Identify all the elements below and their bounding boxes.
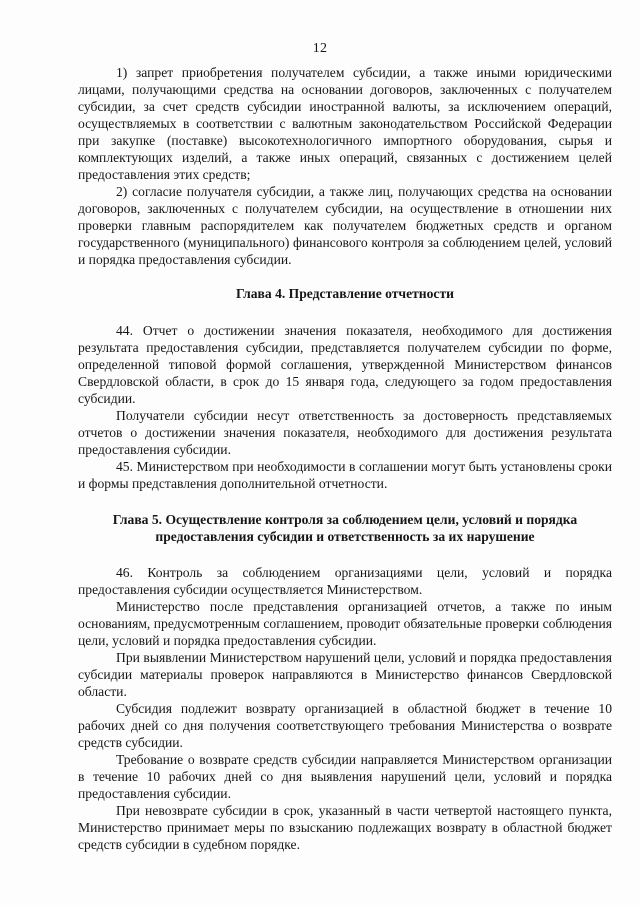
paragraph-recipient-responsibility: Получатели субсидии несут ответственность за достоверность представляемых отчетов о достижении значения показателя, необходимого для достижения результата предоставления субсидии.	[78, 408, 612, 457]
paragraph-46: 46. Контроль за соблюдением организациями цели, условий и порядка предоставления субсидии осуществляется Министерством.	[78, 565, 612, 597]
document-body	[78, 64, 612, 853]
paragraph-violations-found: При выявлении Министерством нарушений цели, условий и порядка предоставления субсидии материалы проверок направляются в Министерство финансов Свердловской области.	[78, 650, 612, 699]
chapter-5-heading: Глава 5. Осуществление контроля за соблюдением цели, условий и порядка предоставления субсидии и ответственность за их нарушение	[112, 512, 578, 544]
paragraph-ministry-checks: Министерство после представления организацией отчетов, а также по иным основаниям, предусмотренным соглашением, проводит обязательные проверки соблюдения цели, условий и порядка предоставления субсидии.	[78, 599, 612, 648]
paragraph-return-requirement: Требование о возврате средств субсидии направляется Министерством организации в течение 10 рабочих дней со дня выявления нарушений цели, условий и порядка предоставления субсидии.	[78, 752, 612, 801]
paragraph-ban-currency: 1) запрет приобретения получателем субсидии, а также иными юридическими лицами, получающими средства на основании договоров, заключенных с получателем субсидии, за счет средств субсидии иностранной валюты, за исключением операций, осуществляемых в соответствии с валютным законодательством Российской Федерации при закупке (поставке) высокотехнологичного импортного оборудования, сырья и комплектующих изделий, а также иных операций, связанных с достижением целей предоставления этих средств;	[78, 65, 612, 182]
chapter-4-heading: Глава 4. Представление отчетности	[236, 286, 454, 301]
page-number: 12	[312, 41, 328, 56]
paragraph-consent-inspection: 2) согласие получателя субсидии, а также лиц, получающих средства на основании договоров, заключенных с получателем субсидии, на осуществление в отношении них проверки главным распорядителем как получателем бюджетных средств и органом государственного (муниципального) финансового контроля за соблюдением целей, условий и порядка предоставления субсидии.	[78, 184, 612, 267]
paragraph-44: 44. Отчет о достижении значения показателя, необходимого для достижения результата предоставления субсидии, представляется получателем субсидии по форме, определенной типовой формой соглашения, утвержденной Министерством финансов Свердловской области, в срок до 15 января года, следующего за годом предоставления субсидии.	[78, 323, 612, 406]
paragraph-45: 45. Министерством при необходимости в соглашении могут быть установлены сроки и формы представления дополнительной отчетности.	[78, 459, 612, 491]
paragraph-subsidy-return: Субсидия подлежит возврату организацией в областной бюджет в течение 10 рабочих дней со дня получения соответствующего требования Министерства о возврате средств субсидии.	[78, 701, 612, 750]
paragraph-non-return-measures: При невозврате субсидии в срок, указанный в части четвертой настоящего пункта, Министерство принимает меры по взысканию подлежащих возврату в областной бюджет средств субсидии в судебном порядке.	[78, 803, 612, 852]
